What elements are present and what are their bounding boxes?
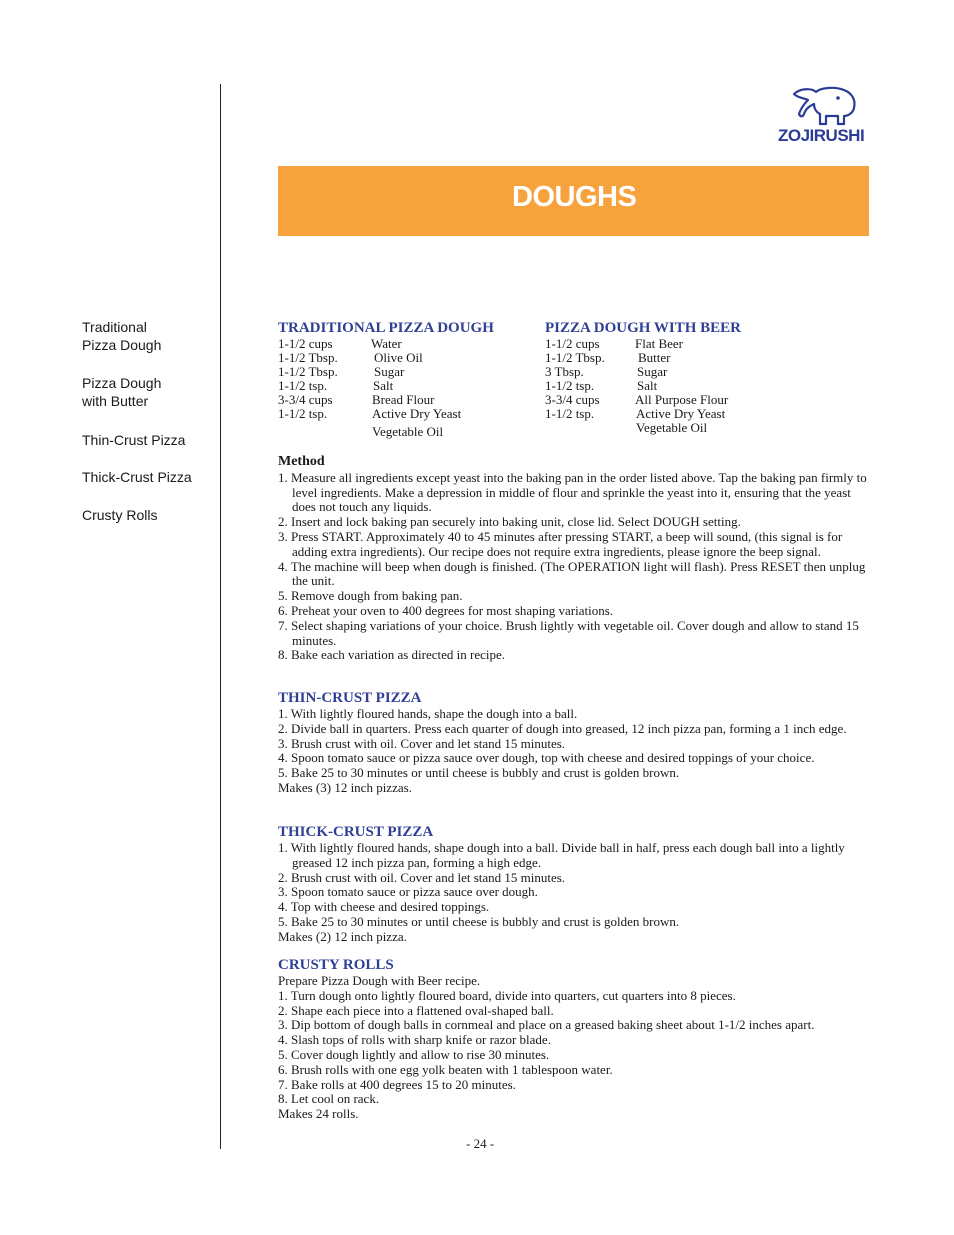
thin-crust-yield: Makes (3) 12 inch pizzas. (278, 779, 412, 795)
list-item: 1. With lightly floured hands, shape the dough into a ball. (278, 706, 578, 721)
thin-crust-title: THIN-CRUST PIZZA (278, 690, 422, 706)
traditional-title: TRADITIONAL PIZZA DOUGH (278, 320, 494, 336)
ingredient-name: Vegetable Oil (372, 424, 444, 439)
list-item: 8. Bake each variation as directed in recipe. (278, 647, 506, 663)
list-item: 2. Insert and lock baking pan securely into baking unit, close lid. Select DOUGH setting. (278, 514, 741, 530)
ingredient-qty: 1-1/2 Tbsp. (278, 350, 338, 365)
crusty-rolls-intro: Prepare Pizza Dough with Beer recipe. (278, 973, 481, 988)
sidebar-item-thick-crust-pizza[interactable] (82, 468, 192, 486)
list-item: 6. Preheat your oven to 400 degrees for most shaping variations. (278, 602, 614, 618)
ingredient-qty: 1-1/2 cups (545, 336, 600, 351)
ingredient-name: Bread Flour (372, 392, 435, 407)
crusty-rolls-steps (278, 989, 873, 1107)
list-item: 5. Remove dough from baking pan. (278, 588, 463, 604)
ingredient-name: Vegetable Oil (636, 420, 708, 435)
ingredient-name: Active Dry Yeast (372, 406, 462, 421)
sidebar-item-pizza-dough-with-butter[interactable] (82, 374, 161, 410)
ingredient-qty: 3 Tbsp. (545, 364, 584, 379)
ingredient-name: All Purpose Flour (635, 392, 729, 407)
method-heading: Method (278, 454, 325, 469)
section-banner (278, 166, 869, 236)
list-item: 3. Brush crust with oil. Cover and let stand 15 minutes. (278, 735, 566, 751)
traditional-ingredients (278, 337, 528, 447)
method-section (278, 455, 873, 663)
list-item: 3. Spoon tomato sauce or pizza sauce over dough. (278, 884, 538, 900)
sidebar-item-label: Crusty Rolls (82, 507, 158, 523)
sidebar-item-label: with Butter (82, 393, 149, 409)
ingredient-name: Butter (638, 350, 671, 365)
list-item: 4. Top with cheese and desired toppings. (278, 899, 490, 915)
logo-brand-text: ZOJIRUSHI (778, 126, 865, 145)
ingredient-qty: 1-1/2 Tbsp. (278, 364, 338, 379)
ingredient-qty: 1-1/2 tsp. (278, 378, 328, 393)
list-item: 1. Measure all ingredients except yeast into the baking pan in the order listed above. Tap the baking pan firmly to level ingredients. Make a depression in middle of flour and sprinkle the yeast into it, ensuring that the yeast does not touch any liquids. (278, 469, 867, 515)
list-item: 6. Brush rolls with one egg yolk beaten with 1 tablespoon water. (278, 1061, 613, 1077)
zojirushi-logo (776, 86, 870, 148)
crusty-rolls-yield: Makes 24 rolls. (278, 1106, 359, 1122)
crusty-rolls-title: CRUSTY ROLLS (278, 957, 394, 973)
page-number: - 24 - (466, 1136, 495, 1151)
list-item: 3. Press START. Approximately 40 to 45 minutes after pressing START, a beep will sound, (this signal is for adding extra ingredients). Our recipe does not require extra ingredients, please ignore the beep signal. (278, 528, 843, 559)
list-item: 8. Let cool on rack. (278, 1091, 380, 1107)
ingredient-name: Water (371, 336, 402, 351)
ingredient-name: Olive Oil (374, 350, 423, 365)
sidebar-item-label: Thin-Crust Pizza (82, 432, 186, 448)
sidebar-item-label: Thick-Crust Pizza (82, 469, 192, 485)
sidebar-item-traditional-pizza-dough[interactable] (82, 318, 161, 354)
list-item: 4. The machine will beep when dough is finished. (The OPERATION light will flash). Press RESET then unplug the unit. (278, 558, 866, 589)
list-item: 7. Bake rolls at 400 degrees 15 to 20 minutes. (278, 1076, 516, 1092)
page-title: DOUGHS (512, 181, 637, 213)
sidebar-item-crusty-rolls[interactable] (82, 506, 157, 524)
margin-rule (220, 84, 221, 1149)
thin-crust-section (278, 707, 873, 796)
beer-title: PIZZA DOUGH WITH BEER (545, 320, 742, 336)
thin-crust-steps (278, 707, 873, 781)
list-item: 5. Bake 25 to 30 minutes or until cheese is bubbly and crust is golden brown. (278, 765, 680, 781)
list-item: 4. Spoon tomato sauce or pizza sauce over dough, top with cheese and desired toppings of your choice. (278, 750, 815, 766)
sidebar-item-label: Pizza Dough (82, 337, 162, 353)
ingredient-qty: 1-1/2 tsp. (278, 406, 328, 421)
ingredient-name: Sugar (374, 364, 405, 379)
ingredient-qty: 3-3/4 cups (545, 392, 600, 407)
list-item: 4. Slash tops of rolls with sharp knife or razor blade. (278, 1032, 551, 1048)
ingredient-qty: 3-3/4 cups (278, 392, 333, 407)
list-item: 3. Dip bottom of dough balls in cornmeal and place on a greased baking sheet about 1-1/2 inches apart. (278, 1017, 815, 1033)
list-item: 2. Brush crust with oil. Cover and let stand 15 minutes. (278, 869, 566, 885)
list-item: 1. Turn dough onto lightly floured board, divide into quarters, cut quarters into 8 pieces. (278, 987, 736, 1003)
list-item: 5. Bake 25 to 30 minutes or until cheese is bubbly and crust is golden brown. (278, 913, 680, 929)
sidebar-item-label: Traditional (82, 319, 147, 335)
list-item: 5. Cover dough lightly and allow to rise 30 minutes. (278, 1046, 550, 1062)
thick-crust-yield: Makes (2) 12 inch pizza. (278, 928, 407, 944)
list-item: 2. Divide ball in quarters. Press each quarter of dough into greased, 12 inch pizza pan, forming a 1 inch edge. (278, 720, 847, 736)
sidebar-item-thin-crust-pizza[interactable] (82, 431, 185, 449)
method-steps (278, 471, 873, 663)
ingredient-name: Active Dry Yeast (636, 406, 726, 421)
ingredient-qty: 1-1/2 tsp. (545, 406, 595, 421)
ingredient-qty: 1-1/2 tsp. (545, 378, 595, 393)
elephant-icon (790, 86, 860, 126)
thick-crust-steps (278, 841, 873, 930)
ingredient-name: Salt (637, 378, 658, 393)
ingredient-qty: 1-1/2 Tbsp. (545, 350, 605, 365)
list-item: 7. Select shaping variations of your choice. Brush lightly with vegetable oil. Cover dough and allow to stand 15 minutes. (278, 617, 859, 648)
thick-crust-title: THICK-CRUST PIZZA (278, 824, 434, 840)
ingredient-name: Flat Beer (635, 336, 684, 351)
beer-ingredients (545, 337, 795, 437)
sidebar-item-label: Pizza Dough (82, 375, 162, 391)
ingredient-name: Sugar (637, 364, 668, 379)
crusty-rolls-section (278, 974, 873, 1122)
ingredient-qty: 1-1/2 cups (278, 336, 333, 351)
list-item: 2. Shape each piece into a flattened oval-shaped ball. (278, 1002, 554, 1018)
list-item: 1. With lightly floured hands, shape dough into a ball. Divide ball in half, press each dough ball into a lightly greased 12 inch pizza pan, forming a high edge. (278, 840, 845, 870)
thick-crust-section (278, 841, 873, 945)
ingredient-name: Salt (373, 378, 394, 393)
